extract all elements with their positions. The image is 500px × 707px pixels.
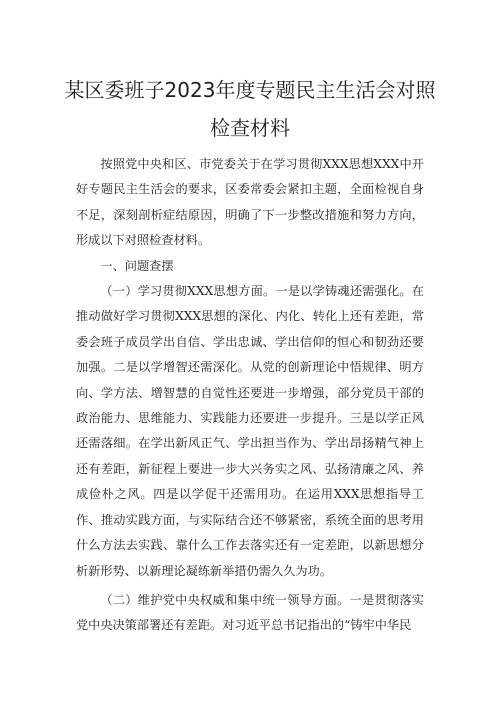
document-title-line2: 检查材料	[210, 116, 290, 140]
document-body	[76, 152, 424, 639]
intro-paragraph: 按照党中央和区、市党委关于在学习贯彻XXX思想XXX中开好专题民主生活会的要求，区委常委会紧扣主题，全面检视自身不足，深刻剖析症结原因，明确了下一步整改措施和努力方向，形成以下对照检查材料。	[76, 157, 424, 248]
paragraph-authority: （二）维护党中央权威和集中统一领导方面。一是贯彻落实党中央决策部署还有差距。对习近平总书记指出的“铸牢中华民	[76, 592, 424, 633]
paragraph-study: （一）学习贯彻XXX思想方面。一是以学铸魂还需强化。在推动做好学习贯彻XXX思想的深化、内化、转化上还有差距，常委会班子成员学出自信、学出忠诚、学出信仰的恒心和韧劲还要加强。二是以学增智还需深化。从党的创新理论中悟规律、明方向、学方法、增智慧的自觉性还要进一步增强，部分党员干部的政治能力、思维能力、实践能力还要进一步提升。三是以学正风还需落细。在学出新风正气、学出担当作为、学出昂扬精气神上还有差距，新征程上要进一步大兴务实之风、弘扬清廉之风、养成俭朴之风。四是以学促干还需用功。在运用XXX思想指导工作、推动实践方面，与实际结合还不够紧密，系统全面的思考用什么方法去实践、靠什么工作去落实还有一定差距，以新思想分析新形势、以新理论凝练新举措仍需久久为功。	[76, 284, 424, 578]
section-heading: 一、问题查摆	[100, 258, 174, 273]
document-title-line1: 某区委班子2023年度专题民主生活会对照	[64, 78, 436, 102]
